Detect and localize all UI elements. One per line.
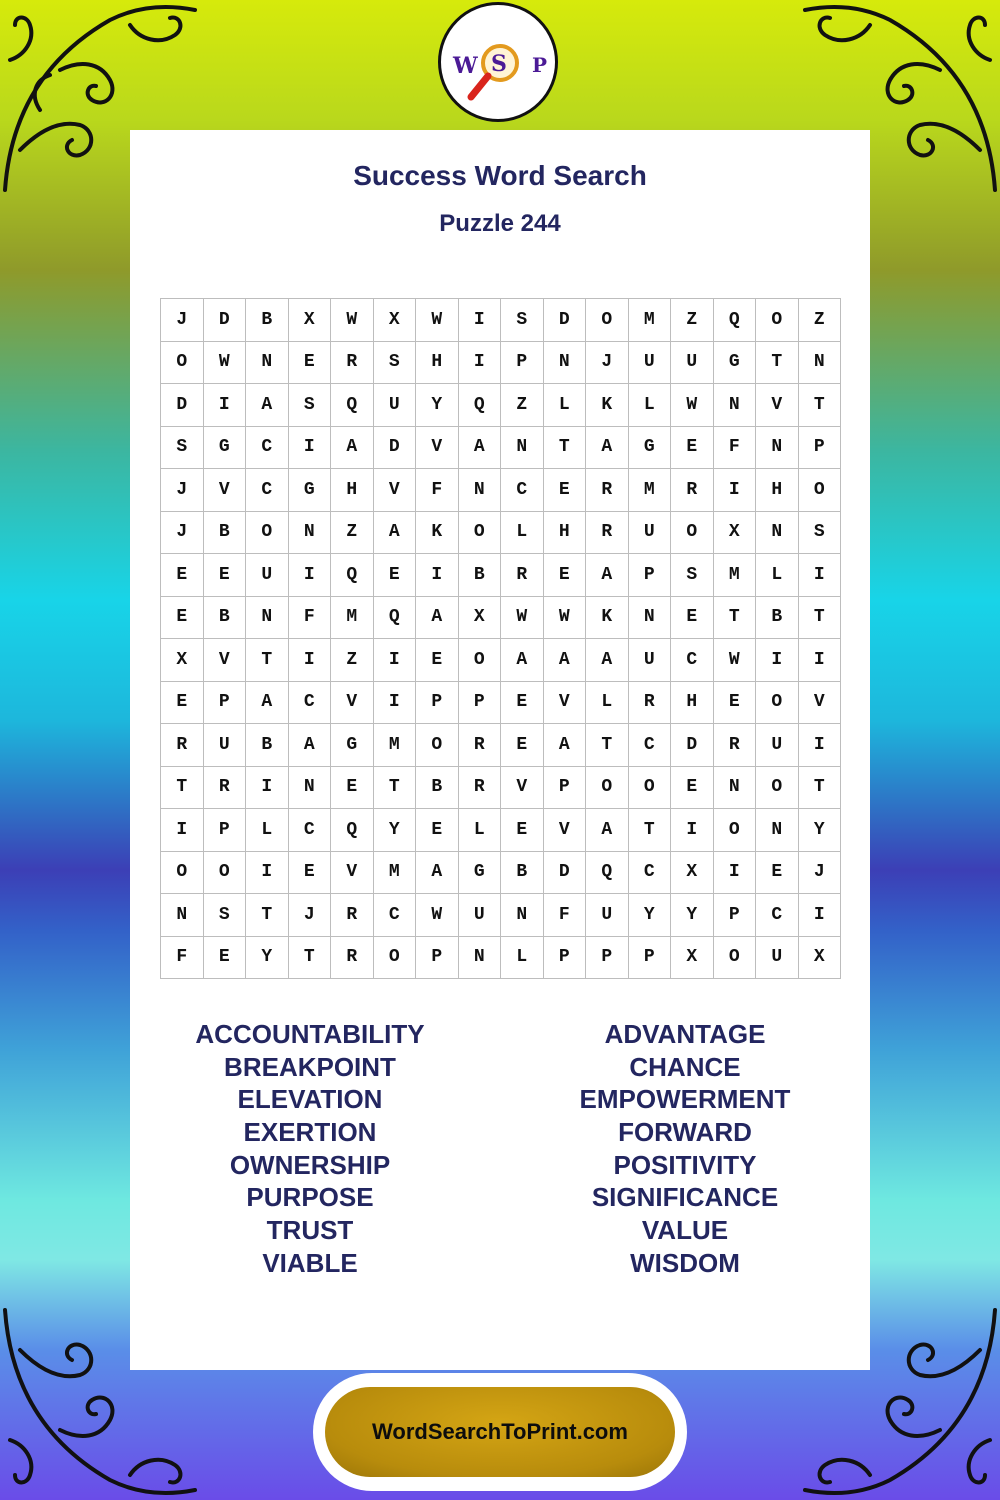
grid-cell[interactable]: I [204, 384, 247, 427]
grid-cell[interactable]: P [586, 937, 629, 980]
grid-cell[interactable]: N [799, 342, 842, 385]
grid-cell[interactable]: V [416, 427, 459, 470]
grid-cell[interactable]: R [331, 342, 374, 385]
grid-cell[interactable]: K [586, 384, 629, 427]
grid-cell[interactable]: N [756, 809, 799, 852]
grid-cell[interactable]: X [714, 512, 757, 555]
grid-cell[interactable]: E [374, 554, 417, 597]
grid-cell[interactable]: R [331, 937, 374, 980]
grid-cell[interactable]: W [331, 299, 374, 342]
grid-cell[interactable]: I [246, 767, 289, 810]
grid-cell[interactable]: W [671, 384, 714, 427]
grid-cell[interactable]: H [671, 682, 714, 725]
grid-cell[interactable]: W [714, 639, 757, 682]
grid-cell[interactable]: V [799, 682, 842, 725]
grid-cell[interactable]: I [799, 554, 842, 597]
grid-cell[interactable]: W [416, 894, 459, 937]
grid-cell[interactable]: P [544, 937, 587, 980]
grid-cell[interactable]: P [544, 767, 587, 810]
grid-cell[interactable]: A [544, 724, 587, 767]
grid-cell[interactable]: E [161, 597, 204, 640]
grid-cell[interactable]: R [204, 767, 247, 810]
grid-cell[interactable]: O [246, 512, 289, 555]
grid-cell[interactable]: R [459, 767, 502, 810]
grid-cell[interactable]: U [204, 724, 247, 767]
grid-cell[interactable]: V [204, 639, 247, 682]
grid-cell[interactable]: O [756, 299, 799, 342]
grid-cell[interactable]: E [544, 469, 587, 512]
word-item: CHANCE [629, 1051, 741, 1082]
grid-cell[interactable]: V [544, 682, 587, 725]
grid-cell[interactable]: U [374, 384, 417, 427]
grid-cell[interactable]: A [459, 427, 502, 470]
grid-cell[interactable]: B [501, 852, 544, 895]
grid-cell[interactable]: E [501, 724, 544, 767]
grid-cell[interactable]: Y [671, 894, 714, 937]
grid-cell[interactable]: K [416, 512, 459, 555]
grid-cell[interactable]: P [714, 894, 757, 937]
grid-cell[interactable]: C [756, 894, 799, 937]
grid-cell[interactable]: E [544, 554, 587, 597]
grid-cell[interactable]: T [161, 767, 204, 810]
grid-cell[interactable]: O [756, 682, 799, 725]
grid-cell[interactable]: R [161, 724, 204, 767]
grid-cell[interactable]: K [586, 597, 629, 640]
grid-cell[interactable]: P [629, 554, 672, 597]
grid-cell[interactable]: R [459, 724, 502, 767]
grid-cell[interactable]: G [289, 469, 332, 512]
grid-cell[interactable]: W [416, 299, 459, 342]
grid-cell[interactable]: I [799, 639, 842, 682]
grid-cell[interactable]: S [204, 894, 247, 937]
grid-cell[interactable]: E [204, 554, 247, 597]
grid-cell[interactable]: C [629, 852, 672, 895]
grid-cell[interactable]: I [374, 639, 417, 682]
word-item: ELEVATION [237, 1084, 383, 1115]
grid-cell[interactable]: P [204, 809, 247, 852]
grid-cell[interactable]: L [246, 809, 289, 852]
grid-cell[interactable]: J [161, 299, 204, 342]
grid-cell[interactable]: I [246, 852, 289, 895]
word-list-right [505, 1018, 865, 1280]
word-item: VALUE [641, 1215, 729, 1246]
grid-cell[interactable]: F [161, 937, 204, 980]
grid-cell[interactable]: F [289, 597, 332, 640]
grid-cell[interactable]: E [671, 597, 714, 640]
grid-cell[interactable]: U [756, 724, 799, 767]
grid-cell[interactable]: A [586, 554, 629, 597]
grid-cell[interactable]: B [416, 767, 459, 810]
grid-cell[interactable]: O [799, 469, 842, 512]
grid-cell[interactable]: E [204, 937, 247, 980]
grid-cell[interactable]: O [586, 299, 629, 342]
grid-cell[interactable]: A [586, 427, 629, 470]
grid-cell[interactable]: T [289, 937, 332, 980]
grid-cell[interactable]: O [459, 512, 502, 555]
grid-cell[interactable]: I [416, 554, 459, 597]
grid-cell[interactable]: N [756, 512, 799, 555]
grid-cell[interactable]: C [501, 469, 544, 512]
grid-cell[interactable]: Y [246, 937, 289, 980]
grid-cell[interactable]: I [756, 639, 799, 682]
grid-cell[interactable]: U [459, 894, 502, 937]
grid-cell[interactable]: N [714, 767, 757, 810]
word-item: VIABLE [262, 1247, 358, 1278]
grid-cell[interactable]: R [331, 894, 374, 937]
grid-cell[interactable]: E [671, 767, 714, 810]
grid-cell[interactable]: B [246, 724, 289, 767]
grid-cell[interactable]: Z [501, 384, 544, 427]
grid-cell[interactable]: C [246, 427, 289, 470]
grid-cell[interactable]: L [756, 554, 799, 597]
logo-letter-s: S [491, 51, 507, 77]
grid-cell[interactable]: T [756, 342, 799, 385]
grid-cell[interactable]: A [289, 724, 332, 767]
grid-cell[interactable]: Q [331, 384, 374, 427]
grid-cell[interactable]: U [586, 894, 629, 937]
site-logo[interactable] [438, 2, 558, 122]
grid-cell[interactable]: Y [799, 809, 842, 852]
grid-cell[interactable]: X [459, 597, 502, 640]
grid-cell[interactable]: W [204, 342, 247, 385]
grid-cell[interactable]: O [586, 767, 629, 810]
grid-cell[interactable]: S [161, 427, 204, 470]
grid-cell[interactable]: X [161, 639, 204, 682]
grid-cell[interactable]: N [756, 427, 799, 470]
grid-cell[interactable]: M [714, 554, 757, 597]
word-item: EMPOWERMENT [579, 1084, 791, 1115]
grid-cell[interactable]: F [416, 469, 459, 512]
grid-cell[interactable]: T [586, 724, 629, 767]
grid-cell[interactable]: N [246, 342, 289, 385]
grid-cell[interactable]: T [246, 894, 289, 937]
grid-cell[interactable]: H [544, 512, 587, 555]
grid-cell[interactable]: J [289, 894, 332, 937]
grid-cell[interactable]: N [629, 597, 672, 640]
grid-cell[interactable]: L [586, 682, 629, 725]
grid-cell[interactable]: T [714, 597, 757, 640]
grid-cell[interactable]: X [671, 937, 714, 980]
grid-cell[interactable]: S [671, 554, 714, 597]
grid-cell[interactable]: A [501, 639, 544, 682]
grid-cell[interactable]: C [374, 894, 417, 937]
grid-cell[interactable]: U [246, 554, 289, 597]
grid-cell[interactable]: W [501, 597, 544, 640]
grid-cell[interactable]: X [374, 299, 417, 342]
grid-cell[interactable]: Y [374, 809, 417, 852]
word-item: SIGNIFICANCE [591, 1182, 779, 1213]
grid-cell[interactable]: N [289, 512, 332, 555]
site-link-button[interactable] [325, 1387, 675, 1477]
grid-cell[interactable]: H [416, 342, 459, 385]
grid-cell[interactable]: X [799, 937, 842, 980]
grid-cell[interactable]: R [714, 724, 757, 767]
grid-cell[interactable]: B [204, 512, 247, 555]
grid-cell[interactable]: D [161, 384, 204, 427]
grid-cell[interactable]: C [629, 724, 672, 767]
grid-cell[interactable]: G [714, 342, 757, 385]
grid-cell[interactable]: P [459, 682, 502, 725]
grid-cell[interactable]: R [671, 469, 714, 512]
logo-letter-w: W [453, 53, 478, 79]
grid-cell[interactable]: U [629, 639, 672, 682]
grid-cell[interactable]: Z [331, 512, 374, 555]
grid-cell[interactable]: L [544, 384, 587, 427]
grid-cell[interactable]: B [204, 597, 247, 640]
grid-cell[interactable]: R [629, 682, 672, 725]
grid-cell[interactable]: S [501, 299, 544, 342]
grid-cell[interactable]: N [714, 384, 757, 427]
grid-cell[interactable]: C [671, 639, 714, 682]
word-item: PURPOSE [246, 1182, 374, 1213]
grid-cell[interactable]: N [501, 427, 544, 470]
grid-cell[interactable]: E [756, 852, 799, 895]
grid-cell[interactable]: L [501, 937, 544, 980]
grid-cell[interactable]: I [289, 427, 332, 470]
grid-cell[interactable]: E [501, 809, 544, 852]
word-item: POSITIVITY [613, 1149, 757, 1180]
grid-cell[interactable]: I [714, 469, 757, 512]
grid-cell[interactable]: V [204, 469, 247, 512]
grid-cell[interactable]: A [586, 639, 629, 682]
grid-cell[interactable]: E [289, 852, 332, 895]
grid-cell[interactable]: Q [374, 597, 417, 640]
grid-cell[interactable]: U [629, 512, 672, 555]
grid-cell[interactable]: T [799, 597, 842, 640]
grid-cell[interactable]: B [756, 597, 799, 640]
grid-cell[interactable]: F [544, 894, 587, 937]
grid-cell[interactable]: M [629, 299, 672, 342]
grid-cell[interactable]: L [629, 384, 672, 427]
grid-cell[interactable]: A [331, 427, 374, 470]
grid-cell[interactable]: O [459, 639, 502, 682]
footer-badge [313, 1373, 687, 1491]
grid-cell[interactable]: M [331, 597, 374, 640]
grid-cell[interactable]: Y [416, 384, 459, 427]
grid-cell[interactable]: O [714, 937, 757, 980]
grid-cell[interactable]: Z [331, 639, 374, 682]
grid-cell[interactable]: E [501, 682, 544, 725]
grid-cell[interactable]: A [416, 597, 459, 640]
grid-cell[interactable]: N [459, 469, 502, 512]
grid-cell[interactable]: V [331, 852, 374, 895]
grid-cell[interactable]: I [374, 682, 417, 725]
grid-cell[interactable]: I [289, 554, 332, 597]
grid-cell[interactable]: U [671, 342, 714, 385]
grid-cell[interactable]: G [459, 852, 502, 895]
grid-cell[interactable]: T [246, 639, 289, 682]
grid-cell[interactable]: E [161, 682, 204, 725]
grid-cell[interactable]: V [544, 809, 587, 852]
grid-cell[interactable]: O [756, 767, 799, 810]
grid-cell[interactable]: I [289, 639, 332, 682]
grid-cell[interactable]: C [289, 682, 332, 725]
grid-cell[interactable]: T [544, 427, 587, 470]
puzzle-number: Puzzle 244 [439, 210, 561, 237]
grid-cell[interactable]: V [374, 469, 417, 512]
grid-cell[interactable]: I [799, 724, 842, 767]
grid-cell[interactable]: P [501, 342, 544, 385]
grid-cell[interactable]: M [374, 724, 417, 767]
grid-cell[interactable]: A [246, 682, 289, 725]
grid-cell[interactable]: F [714, 427, 757, 470]
grid-cell[interactable]: U [756, 937, 799, 980]
grid-cell[interactable]: R [586, 512, 629, 555]
grid-cell[interactable]: R [586, 469, 629, 512]
grid-cell[interactable]: D [544, 299, 587, 342]
grid-cell[interactable]: J [799, 852, 842, 895]
word-item: FORWARD [618, 1117, 752, 1148]
grid-cell[interactable]: P [416, 937, 459, 980]
grid-cell[interactable]: N [544, 342, 587, 385]
grid-cell[interactable]: I [714, 852, 757, 895]
word-item: TRUST [266, 1215, 354, 1246]
grid-cell[interactable]: L [459, 809, 502, 852]
word-list-left [130, 1018, 490, 1280]
logo-letter-p: P [532, 53, 548, 77]
grid-cell[interactable]: O [204, 852, 247, 895]
grid-cell[interactable]: E [671, 427, 714, 470]
grid-cell[interactable]: O [161, 342, 204, 385]
grid-cell[interactable]: V [331, 682, 374, 725]
grid-cell[interactable]: H [756, 469, 799, 512]
grid-cell[interactable]: D [671, 724, 714, 767]
grid-cell[interactable]: M [374, 852, 417, 895]
grid-cell[interactable]: P [799, 427, 842, 470]
word-item: ACCOUNTABILITY [195, 1019, 425, 1049]
grid-cell[interactable]: G [204, 427, 247, 470]
grid-cell[interactable]: A [374, 512, 417, 555]
grid-cell[interactable]: E [416, 809, 459, 852]
grid-cell[interactable]: A [586, 809, 629, 852]
grid-cell[interactable]: J [586, 342, 629, 385]
page-title: Success Word Search [353, 160, 647, 191]
grid-cell[interactable]: H [331, 469, 374, 512]
grid-cell[interactable]: G [629, 427, 672, 470]
grid-cell[interactable]: W [544, 597, 587, 640]
grid-cell[interactable]: Q [331, 809, 374, 852]
grid-cell[interactable]: E [714, 682, 757, 725]
grid-cell[interactable]: O [161, 852, 204, 895]
grid-cell[interactable]: Q [586, 852, 629, 895]
word-item: BREAKPOINT [224, 1051, 396, 1082]
grid-cell[interactable]: J [161, 469, 204, 512]
grid-cell[interactable]: I [459, 342, 502, 385]
grid-cell[interactable]: Z [799, 299, 842, 342]
grid-cell[interactable]: T [799, 767, 842, 810]
word-item: EXERTION [243, 1117, 377, 1148]
grid-cell[interactable]: V [501, 767, 544, 810]
letter-grid [160, 298, 841, 979]
grid-cell[interactable]: A [416, 852, 459, 895]
grid-cell[interactable]: E [331, 767, 374, 810]
grid-cell[interactable]: E [416, 639, 459, 682]
grid-cell[interactable]: S [289, 384, 332, 427]
grid-cell[interactable]: T [799, 384, 842, 427]
grid-cell[interactable]: N [161, 894, 204, 937]
grid-cell[interactable]: A [544, 639, 587, 682]
grid-cell[interactable]: Q [459, 384, 502, 427]
grid-cell[interactable]: N [289, 767, 332, 810]
grid-cell[interactable]: C [289, 809, 332, 852]
grid-cell[interactable]: T [374, 767, 417, 810]
grid-cell[interactable]: I [459, 299, 502, 342]
word-item: OWNERSHIP [229, 1149, 391, 1180]
grid-cell[interactable]: V [756, 384, 799, 427]
grid-cell[interactable]: S [374, 342, 417, 385]
grid-cell[interactable]: E [161, 554, 204, 597]
grid-cell[interactable]: O [374, 937, 417, 980]
grid-cell[interactable]: T [629, 809, 672, 852]
grid-cell[interactable]: B [246, 299, 289, 342]
grid-cell[interactable]: I [161, 809, 204, 852]
grid-cell[interactable]: X [671, 852, 714, 895]
grid-cell[interactable]: L [501, 512, 544, 555]
grid-cell[interactable]: D [204, 299, 247, 342]
grid-cell[interactable]: I [671, 809, 714, 852]
grid-cell[interactable]: P [629, 937, 672, 980]
grid-cell[interactable]: O [416, 724, 459, 767]
grid-cell[interactable]: E [289, 342, 332, 385]
grid-cell[interactable]: P [416, 682, 459, 725]
grid-cell[interactable]: M [629, 469, 672, 512]
grid-cell[interactable]: Q [714, 299, 757, 342]
puzzle-card [130, 130, 870, 1370]
word-item: ADVANTAGE [604, 1019, 766, 1049]
grid-cell[interactable]: R [501, 554, 544, 597]
grid-cell[interactable]: C [246, 469, 289, 512]
word-item: WISDOM [630, 1247, 740, 1278]
grid-cell[interactable]: X [289, 299, 332, 342]
grid-cell[interactable]: N [501, 894, 544, 937]
grid-cell[interactable]: A [246, 384, 289, 427]
grid-cell[interactable]: U [629, 342, 672, 385]
grid-cell[interactable]: D [374, 427, 417, 470]
grid-cell[interactable]: S [799, 512, 842, 555]
grid-cell[interactable]: I [799, 894, 842, 937]
grid-cell[interactable]: J [161, 512, 204, 555]
grid-cell[interactable]: N [459, 937, 502, 980]
grid-cell[interactable]: Z [671, 299, 714, 342]
grid-cell[interactable]: N [246, 597, 289, 640]
grid-cell[interactable]: B [459, 554, 502, 597]
grid-cell[interactable]: O [629, 767, 672, 810]
grid-cell[interactable]: O [714, 809, 757, 852]
grid-cell[interactable]: P [204, 682, 247, 725]
grid-cell[interactable]: D [544, 852, 587, 895]
grid-cell[interactable]: Q [331, 554, 374, 597]
grid-cell[interactable]: G [331, 724, 374, 767]
grid-cell[interactable]: Y [629, 894, 672, 937]
grid-cell[interactable]: O [671, 512, 714, 555]
site-link-label: WordSearchToPrint.com [372, 1419, 628, 1444]
